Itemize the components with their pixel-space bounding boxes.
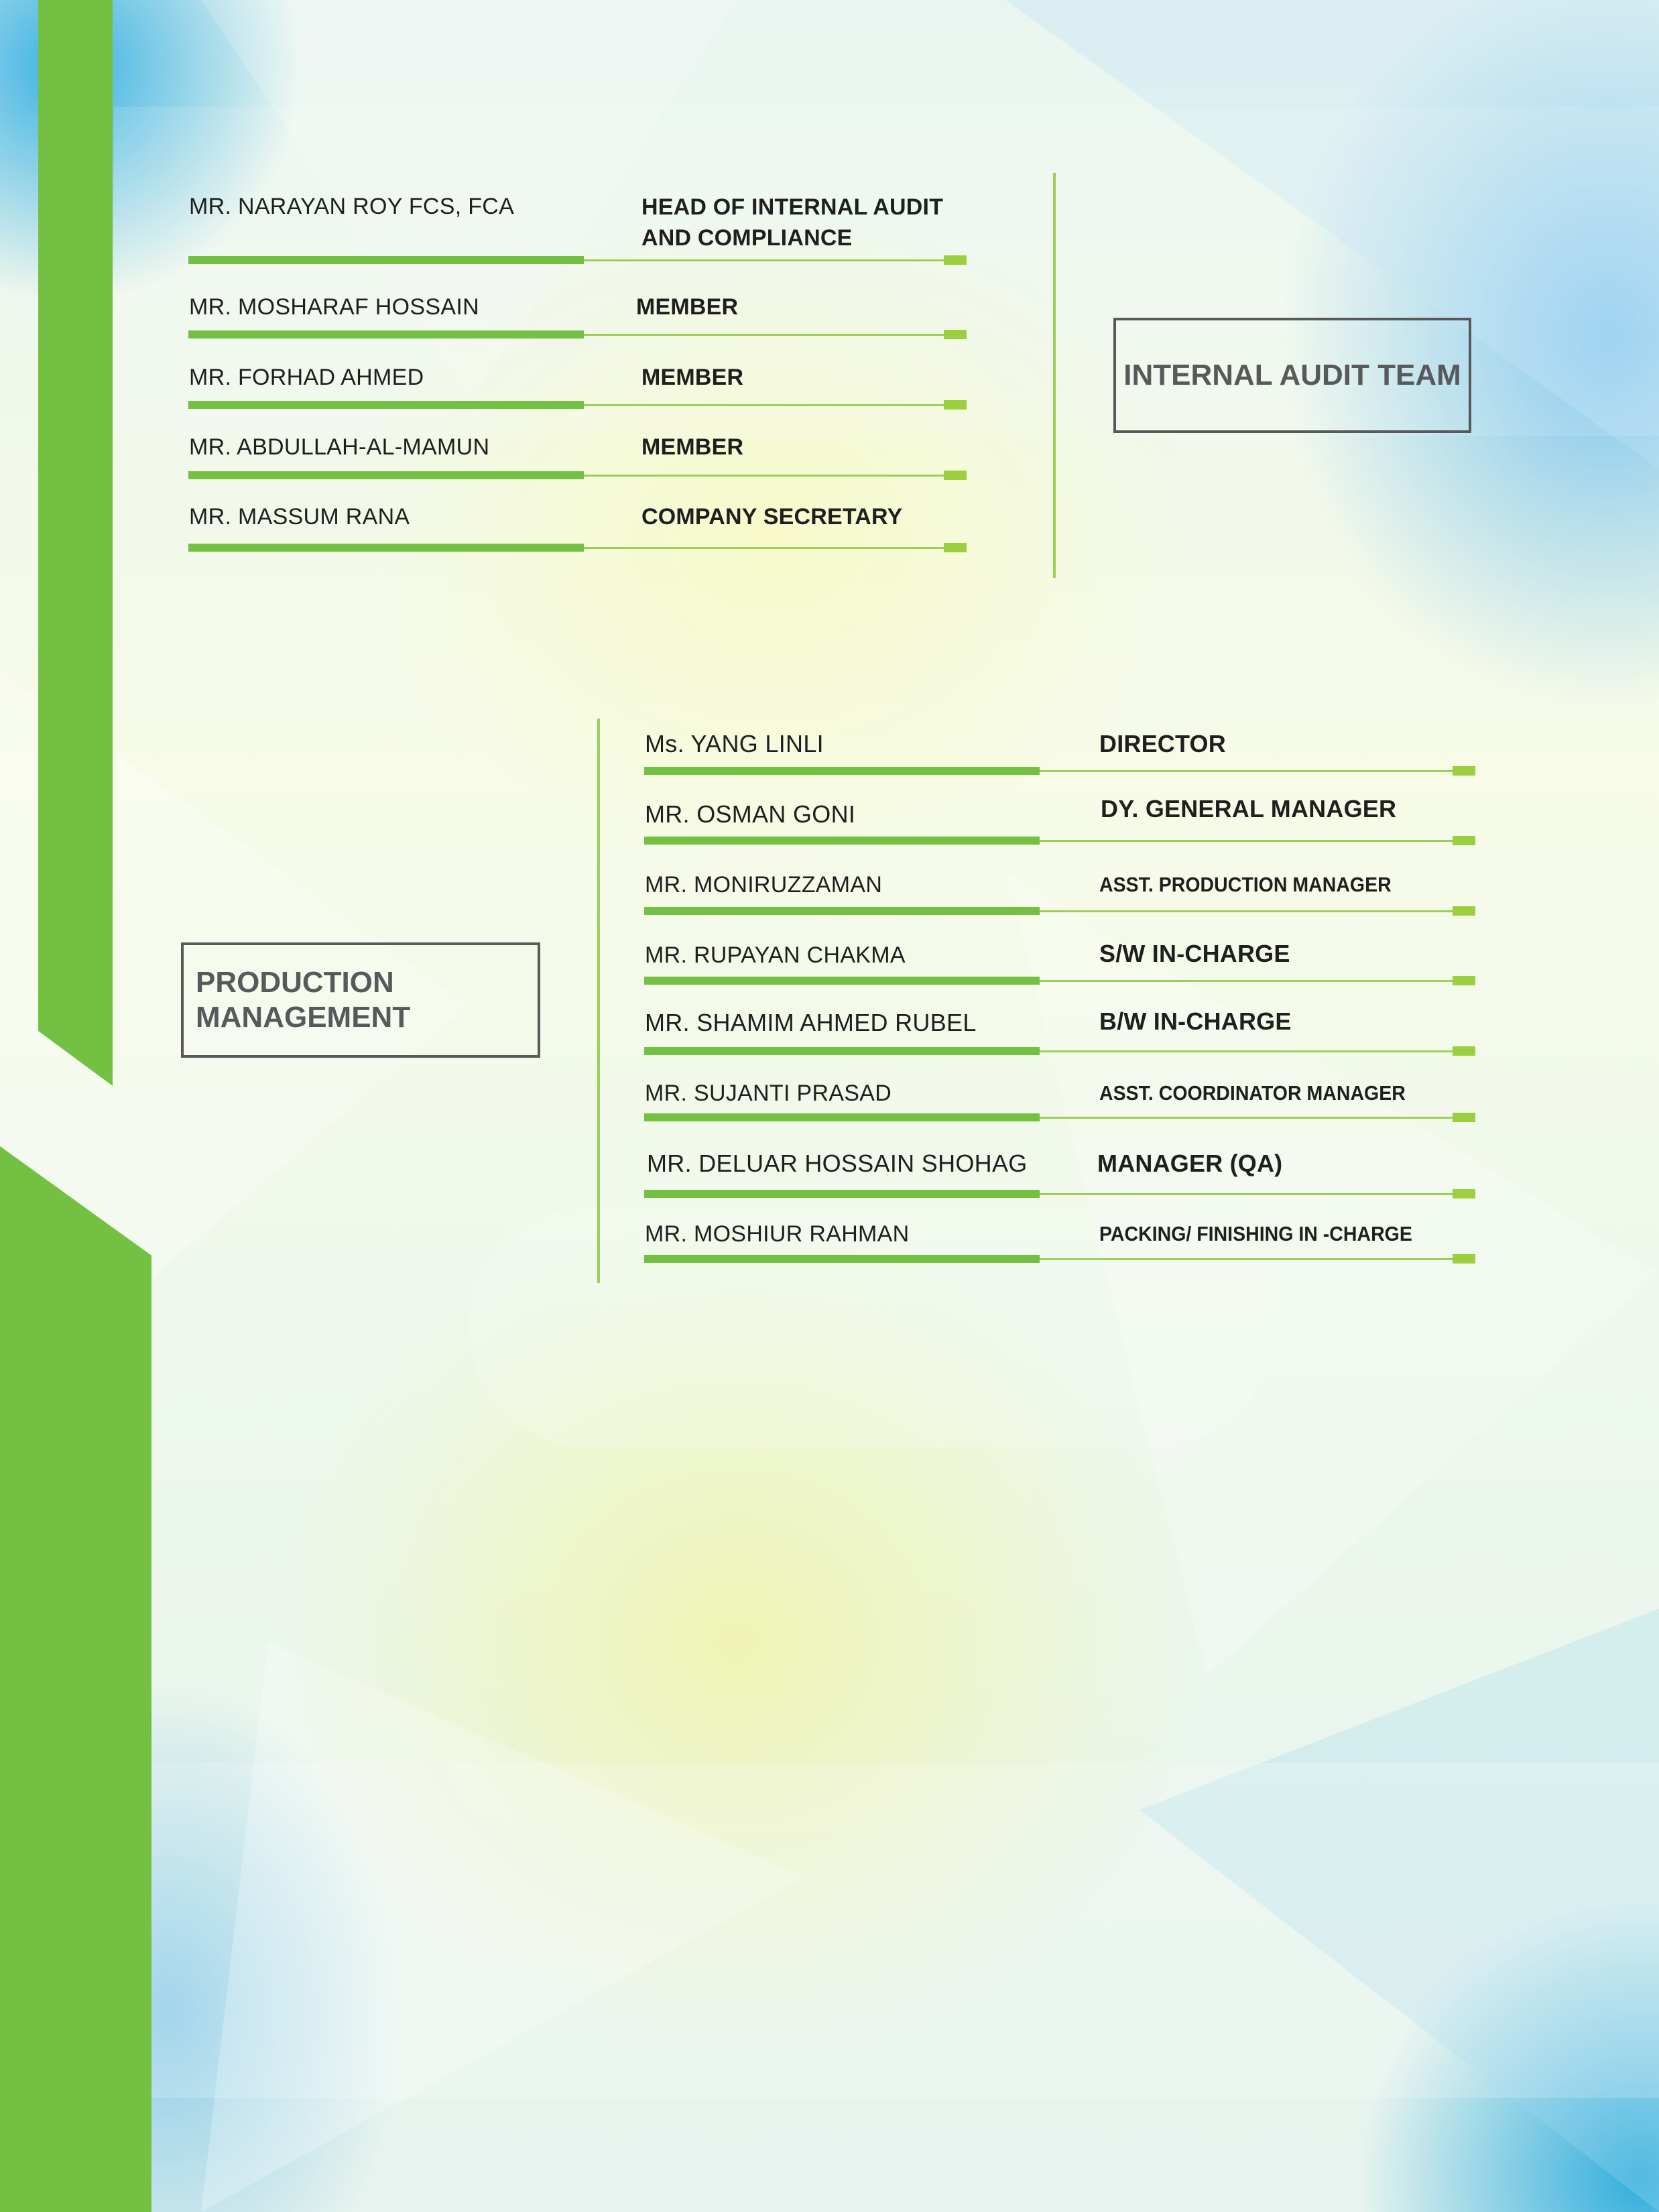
- member-role: MEMBER: [636, 294, 739, 320]
- internal-audit-heading: INTERNAL AUDIT TEAM: [1123, 359, 1461, 391]
- row-cap: [1453, 836, 1475, 845]
- member-role: DIRECTOR: [1099, 730, 1226, 757]
- row-bar: [188, 471, 584, 479]
- member-role: COMPANY SECRETARY: [641, 504, 903, 530]
- member-role: HEAD OF INTERNAL AUDIT AND COMPLIANCE: [641, 194, 944, 251]
- member-role: DY. GENERAL MANAGER: [1101, 795, 1397, 822]
- row-line: [1040, 1258, 1455, 1260]
- row-bar: [188, 544, 584, 552]
- row-cap: [1453, 976, 1475, 985]
- row-cap: [944, 400, 967, 410]
- internal-audit-heading-box: [1113, 318, 1471, 433]
- row-bar: [188, 330, 584, 339]
- member-name: MR. MOSHIUR RAHMAN: [645, 1221, 910, 1247]
- row-bar: [188, 401, 584, 409]
- member-role: S/W IN-CHARGE: [1099, 940, 1290, 967]
- production-management-heading-line2: MANAGEMENT: [196, 1001, 411, 1034]
- row-cap: [1453, 766, 1475, 776]
- production-management-heading-box: [181, 942, 540, 1058]
- row-bar: [644, 907, 1040, 915]
- production-management-heading-line1: PRODUCTION: [196, 966, 394, 999]
- internal-audit-divider: [1053, 173, 1056, 578]
- row-bar: [644, 1255, 1040, 1263]
- member-role: ASST. PRODUCTION MANAGER: [1099, 873, 1392, 896]
- row-line: [584, 334, 946, 336]
- member-name: Ms. YANG LINLI: [645, 730, 824, 757]
- member-name: MR. MASSUM RANA: [189, 504, 410, 530]
- row-line: [584, 259, 946, 261]
- member-name: MR. DELUAR HOSSAIN SHOHAG: [647, 1150, 1028, 1177]
- row-bar: [644, 1190, 1040, 1198]
- row-line: [584, 404, 946, 406]
- row-cap: [1453, 1113, 1475, 1122]
- row-bar: [644, 977, 1040, 985]
- member-role: MEMBER: [641, 434, 744, 460]
- member-name: MR. NARAYAN ROY FCS, FCA: [189, 194, 515, 219]
- member-name: MR. OSMAN GONI: [645, 800, 856, 828]
- row-line: [1040, 910, 1455, 912]
- member-name: MR. ABDULLAH-AL-MAMUN: [189, 434, 490, 460]
- row-line: [1040, 1117, 1455, 1119]
- row-bar: [188, 256, 584, 264]
- row-cap: [944, 330, 967, 339]
- row-cap: [1453, 906, 1475, 916]
- row-line: [584, 547, 946, 549]
- member-role: PACKING/ FINISHING IN -CHARGE: [1099, 1222, 1412, 1245]
- row-cap: [1453, 1254, 1475, 1264]
- row-line: [1040, 770, 1455, 772]
- member-name: MR. SHAMIM AHMED RUBEL: [645, 1009, 977, 1036]
- row-cap: [1453, 1046, 1475, 1056]
- member-name: MR. RUPAYAN CHAKMA: [645, 942, 906, 968]
- member-name: MR. FORHAD AHMED: [189, 365, 424, 390]
- member-role: MANAGER (QA): [1097, 1150, 1283, 1177]
- row-bar: [644, 1113, 1040, 1121]
- member-name: MR. SUJANTI PRASAD: [645, 1081, 892, 1106]
- member-name: MR. MONIRUZZAMAN: [645, 872, 883, 898]
- row-line: [1040, 840, 1455, 842]
- row-cap: [944, 471, 967, 480]
- row-cap: [944, 543, 967, 552]
- member-role: B/W IN-CHARGE: [1099, 1007, 1292, 1035]
- row-bar: [644, 1047, 1040, 1055]
- row-line: [584, 475, 946, 477]
- member-role: MEMBER: [641, 365, 744, 390]
- row-cap: [1453, 1189, 1475, 1199]
- row-cap: [944, 255, 967, 265]
- row-bar: [644, 767, 1040, 775]
- member-role: ASST. COORDINATOR MANAGER: [1099, 1081, 1406, 1105]
- production-management-divider: [597, 719, 600, 1283]
- row-bar: [644, 837, 1040, 845]
- row-line: [1040, 980, 1455, 982]
- member-name: MR. MOSHARAF HOSSAIN: [189, 294, 479, 320]
- row-line: [1040, 1193, 1455, 1195]
- row-line: [1040, 1050, 1455, 1052]
